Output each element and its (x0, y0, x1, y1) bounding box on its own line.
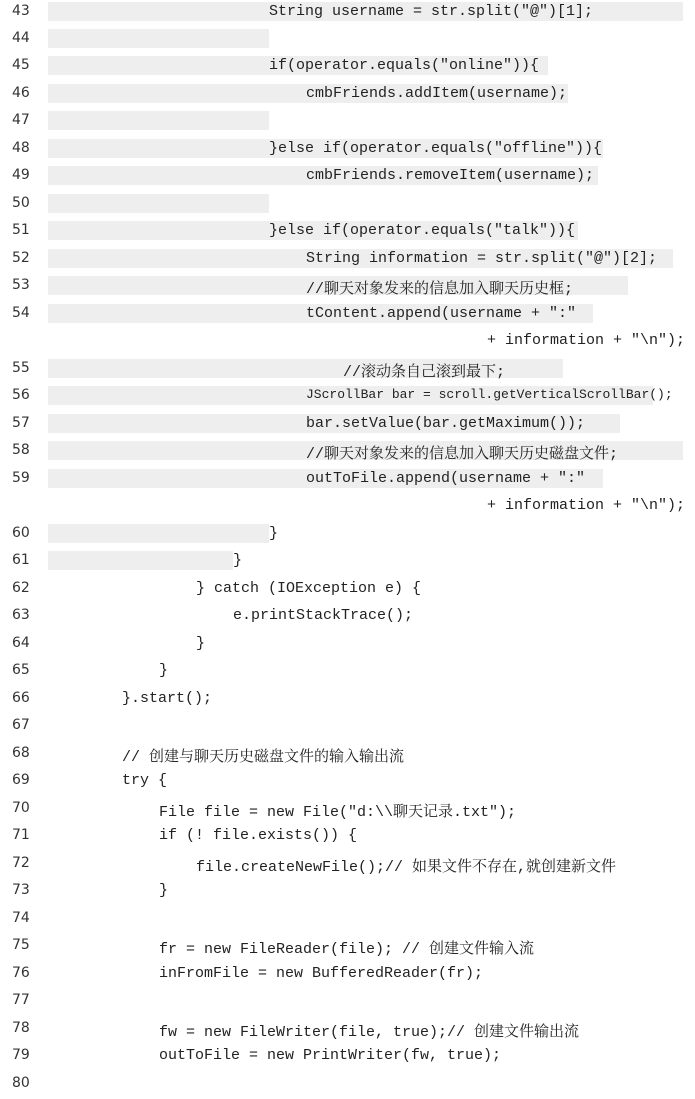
code-text: } (159, 882, 169, 899)
code-line (0, 247, 695, 273)
code-text: outToFile.append(username + ":" (306, 470, 586, 487)
code-text: } (233, 552, 243, 569)
code-line (0, 962, 695, 988)
code-text: }else if(operator.equals("talk")){ (269, 222, 576, 239)
code-line (0, 439, 695, 465)
code-line (0, 522, 695, 548)
line-highlight (48, 524, 269, 543)
code-line (0, 192, 695, 218)
line-number: 47 (12, 112, 30, 128)
code-line-continuation (0, 494, 695, 520)
code-text: cmbFriends.removeItem(username); (306, 167, 595, 184)
line-number: 54 (12, 305, 30, 321)
code-line (0, 879, 695, 905)
code-line (0, 1072, 695, 1098)
code-line (0, 27, 695, 53)
line-number: 52 (12, 250, 30, 266)
code-line (0, 82, 695, 108)
code-text: inFromFile = new BufferedReader(fr); (159, 965, 484, 982)
line-number: 44 (12, 30, 30, 46)
line-highlight (48, 194, 269, 213)
line-number: 46 (12, 85, 30, 101)
code-text: String username = str.split("@")[1]; (269, 3, 594, 20)
line-number: 65 (12, 662, 30, 678)
line-number: 64 (12, 635, 30, 651)
code-text: } catch (IOException e) { (196, 580, 422, 597)
code-line (0, 164, 695, 190)
code-text: //聊天对象发来的信息加入聊天历史框; (306, 281, 574, 298)
code-text: + information + "\n"); (486, 332, 685, 349)
code-line (0, 769, 695, 795)
line-number: 68 (12, 745, 30, 761)
code-text: file.createNewFile();// 如果文件不存在,就创建新文件 (196, 859, 617, 876)
line-number: 53 (12, 277, 30, 293)
line-number: 56 (12, 387, 30, 403)
line-number: 49 (12, 167, 30, 183)
code-text: + information + "\n"); (486, 497, 685, 514)
code-line (0, 357, 695, 383)
code-line (0, 137, 695, 163)
line-number: 80 (12, 1075, 30, 1091)
code-line (0, 824, 695, 850)
code-line (0, 54, 695, 80)
code-text: }.start(); (122, 690, 213, 707)
code-line (0, 934, 695, 960)
code-text: } (159, 662, 169, 679)
code-text: if (! file.exists()) { (159, 827, 358, 844)
line-number: 74 (12, 910, 30, 926)
code-text: //滚动条自己滚到最下; (343, 364, 506, 381)
code-text: if(operator.equals("online")){ (269, 57, 540, 74)
code-line (0, 907, 695, 933)
code-line (0, 384, 695, 410)
code-text: outToFile = new PrintWriter(fw, true); (159, 1047, 502, 1064)
code-text: String information = str.split("@")[2]; (306, 250, 658, 267)
line-number: 70 (12, 800, 30, 816)
code-line (0, 659, 695, 685)
line-number: 43 (12, 3, 30, 19)
line-number: 63 (12, 607, 30, 623)
line-number: 61 (12, 552, 30, 568)
code-text: bar.setValue(bar.getMaximum()); (306, 415, 586, 432)
code-text: //聊天对象发来的信息加入聊天历史磁盘文件; (306, 446, 619, 463)
code-line (0, 1044, 695, 1070)
line-number: 55 (12, 360, 30, 376)
code-line (0, 797, 695, 823)
code-text: cmbFriends.addItem(username); (306, 85, 568, 102)
code-text: try { (122, 772, 168, 789)
line-number: 73 (12, 882, 30, 898)
code-line (0, 604, 695, 630)
code-line (0, 0, 695, 26)
code-text: fr = new FileReader(file); // 创建文件输入流 (159, 941, 535, 958)
code-line (0, 219, 695, 245)
line-highlight (48, 111, 269, 130)
line-number: 59 (12, 470, 30, 486)
line-number: 71 (12, 827, 30, 843)
line-highlight (48, 551, 233, 570)
code-text: } (196, 635, 206, 652)
line-number: 66 (12, 690, 30, 706)
line-number: 62 (12, 580, 30, 596)
code-text: e.printStackTrace(); (233, 607, 414, 624)
code-line (0, 714, 695, 740)
code-line (0, 852, 695, 878)
line-number: 79 (12, 1047, 30, 1063)
code-text: tContent.append(username + ":" (306, 305, 577, 322)
line-number: 67 (12, 717, 30, 733)
line-number: 77 (12, 992, 30, 1008)
code-text: }else if(operator.equals("offline")){ (269, 140, 603, 157)
line-number: 72 (12, 855, 30, 871)
code-line (0, 742, 695, 768)
code-text: JScrollBar bar = scroll.getVerticalScrollBar(); (306, 387, 673, 402)
code-line (0, 687, 695, 713)
code-text: fw = new FileWriter(file, true);// 创建文件输出流 (159, 1024, 580, 1041)
code-line (0, 577, 695, 603)
line-number: 50 (12, 195, 30, 211)
code-line (0, 1017, 695, 1043)
code-line (0, 632, 695, 658)
line-number: 60 (12, 525, 30, 541)
code-text: // 创建与聊天历史磁盘文件的输入输出流 (122, 749, 405, 766)
line-number: 69 (12, 772, 30, 788)
code-line (0, 274, 695, 300)
line-number: 57 (12, 415, 30, 431)
line-number: 45 (12, 57, 30, 73)
code-line (0, 302, 695, 328)
line-number: 48 (12, 140, 30, 156)
code-line (0, 549, 695, 575)
code-line (0, 109, 695, 135)
line-number: 58 (12, 442, 30, 458)
code-line (0, 467, 695, 493)
code-line (0, 412, 695, 438)
line-number: 51 (12, 222, 30, 238)
line-highlight (48, 29, 269, 48)
line-number: 78 (12, 1020, 30, 1036)
code-text: } (269, 525, 279, 542)
line-number: 76 (12, 965, 30, 981)
code-text: File file = new File("d:\\聊天记录.txt"); (159, 804, 517, 821)
code-line-continuation (0, 329, 695, 355)
line-number: 75 (12, 937, 30, 953)
code-line (0, 989, 695, 1015)
